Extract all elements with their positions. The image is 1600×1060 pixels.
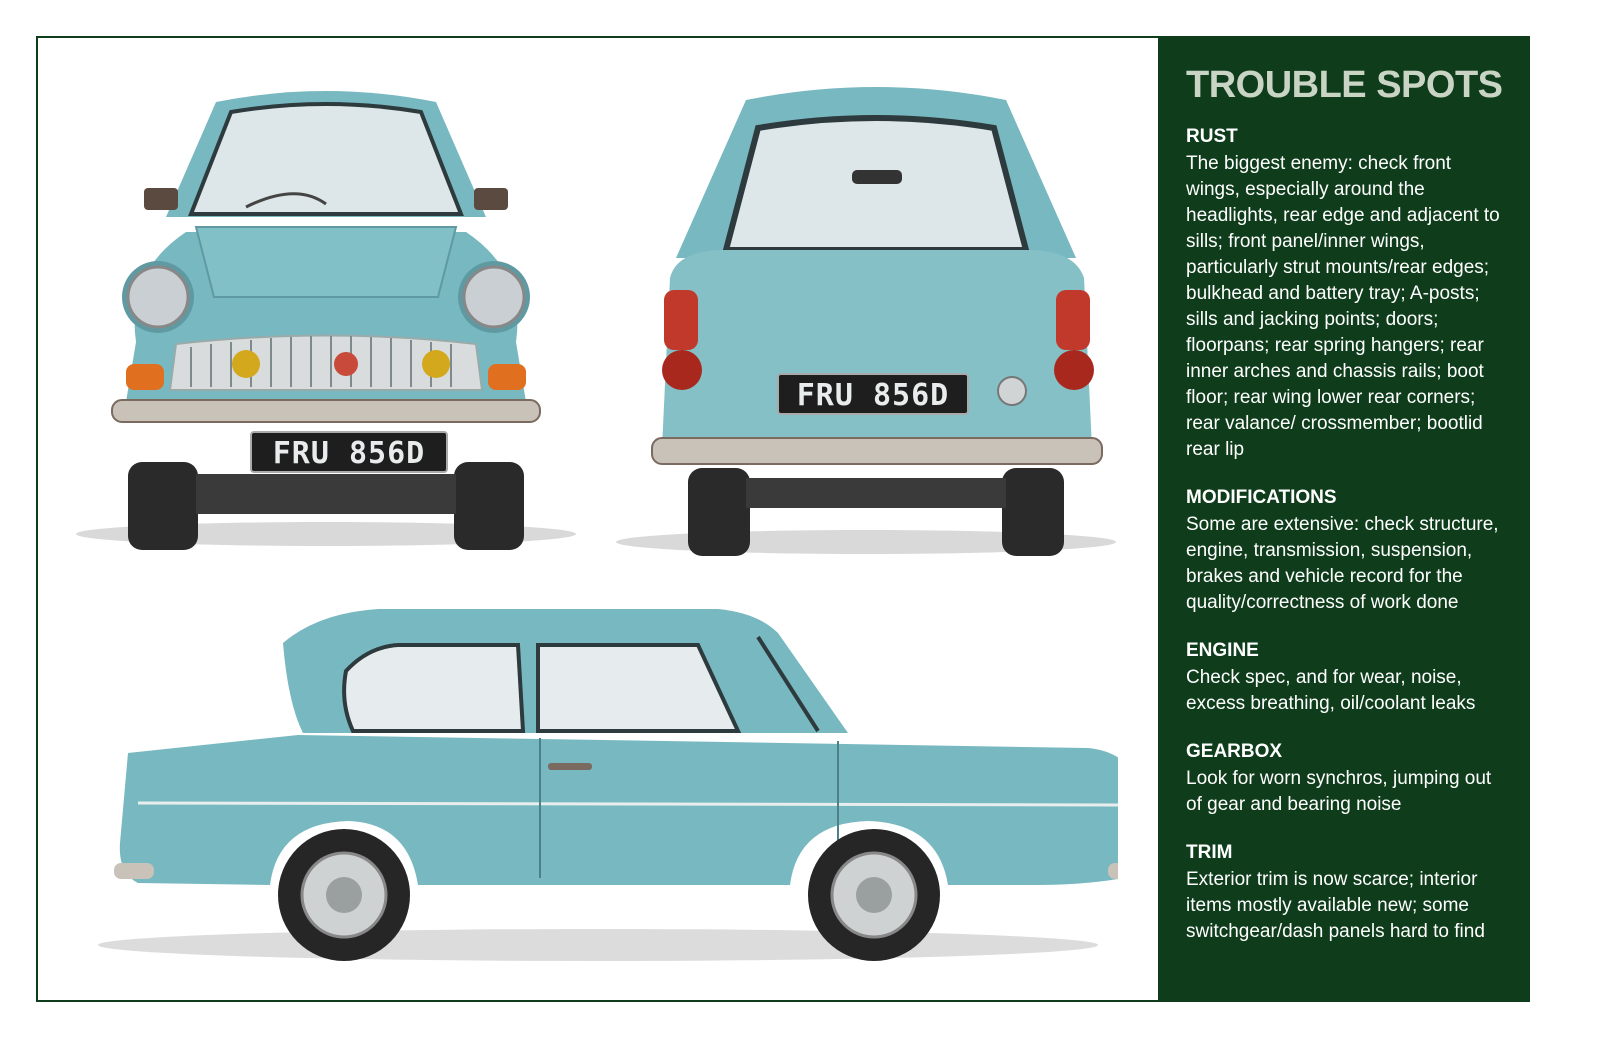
section-heading: RUST — [1186, 126, 1238, 147]
panel-title: TROUBLE SPOTS — [1186, 64, 1503, 106]
section-heading: ENGINE — [1186, 640, 1259, 661]
section-body: The biggest enemy: check front wings, especially around the headlights, rear edge and adjacent to sills; front panel/inner wings, particularly strut mounts/rear edges; bulkhead and battery tray; A-posts; sills and jacking points; doors; floorpans; rear spring hangers; rear inner arches and chassis rails; boot floor; rear wing lower rear corners; rear valance/ crossmember; bootlid rear lip — [1186, 153, 1500, 460]
front-view-photo — [66, 82, 586, 552]
section-body: Some are extensive: check structure, engine, transmission, suspension, brakes and vehicle record for the quality/correctness of work done — [1186, 514, 1499, 613]
rear-view-photo — [606, 78, 1126, 558]
section-body: Look for worn synchros, jumping out of gear and bearing noise — [1186, 768, 1492, 815]
article-frame — [36, 36, 1530, 1002]
front-registration-plate: FRU 856D — [272, 436, 426, 471]
section-heading: TRIM — [1186, 842, 1233, 863]
section-engine — [1186, 638, 1508, 717]
section-heading: GEARBOX — [1186, 741, 1283, 762]
section-modifications — [1186, 485, 1508, 616]
trouble-spots-panel — [1158, 38, 1530, 1000]
section-heading: MODIFICATIONS — [1186, 487, 1337, 508]
section-body: Exterior trim is now scarce; interior items mostly available new; some switchgear/dash panels hard to find — [1186, 869, 1485, 942]
photo-area — [38, 38, 1158, 1000]
section-rust — [1186, 124, 1508, 463]
section-body: Check spec, and for wear, noise, excess breathing, oil/coolant leaks — [1186, 667, 1476, 714]
rear-registration-plate: FRU 856D — [796, 378, 950, 413]
side-view-photo — [78, 573, 1118, 973]
section-trim — [1186, 840, 1508, 945]
section-gearbox — [1186, 739, 1508, 818]
